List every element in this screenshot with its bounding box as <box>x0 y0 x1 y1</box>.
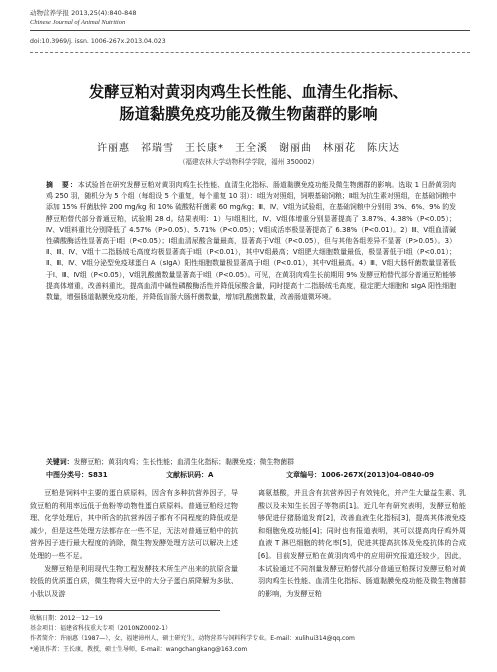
body-paragraph: 豆粕是饲料中主要的蛋白质原料，因含有多种抗营养因子，导致豆粕的利用率远低于鱼粉等动物性蛋白质原料。普通豆粕经过物理、化学处理后，其中所含的抗营养因子都有不同程度的降低或是减少，但是这些处理方法都存在一些不足，无法对普通豆粕中的抗营养因子进行最大程度的消除，微生物发酵处理方法可以解决上述处理的一些不足。 <box>30 488 238 560</box>
body-paragraph: 离氨基酸，并且含有抗营养因子有效钝化，并产生大量益生素、乳酸以及未知生长因子等物质[1]。近几年有研究表明，发酵豆粕能够促进仔猪肠道发育[2]，改善血液生化指标[3]，提高其体液免疫和细胞免疫功能[4]；同时也有报道表明，其可以提高肉仔鸡外周血液 T 淋巴细胞的转化率[5]，促进其提高抗体及免疫抗体的合成[6]。目前发酵豆粕在黄羽肉鸡中的应用研究报道还较少，因此，本试验通过不同剂量发酵豆粕替代部分普通豆粕探讨发酵豆粕对黄羽肉鸡生长性能、血清生化指标、肠道黏膜免疫功能及微生物菌群的影响，为发酵豆粕 <box>258 488 466 598</box>
affiliation: （福建农林大学动物科学学院，福州 350002） <box>178 158 319 166</box>
journal-name-cn: 动物营养学报 2013,25(4):840-848 <box>30 9 137 17</box>
corresponding-author: *通讯作者：王长康，教授，硕士生导师，E-mail：wangchangkang@163.com <box>30 645 248 653</box>
keywords-label: 关键词： <box>46 458 74 466</box>
abstract <box>46 180 456 303</box>
keywords <box>46 457 456 468</box>
journal-name-en: Chinese Journal of Animal Nutrition <box>30 19 126 26</box>
classification-line <box>46 470 456 480</box>
authors: 许丽惠 祁瑞雪 王长康* 王全溪 谢丽曲 林丽花 陈庆达 <box>97 143 400 154</box>
body-column-left <box>30 487 238 600</box>
doi-rule <box>30 52 470 53</box>
body-paragraph: 发酵豆粕是利用现代生物工程发酵技术所生产出来的抗原含量较低的优质蛋白质，微生物将大豆中的大分子蛋白质降解为多肽、小肽以及游 <box>30 563 238 598</box>
footnote-rule <box>30 610 220 611</box>
abstract-label: 摘 要： <box>46 181 78 189</box>
footnotes <box>30 614 470 655</box>
article-title-line1: 发酵豆粕对黄羽肉鸡生长性能、血清生化指标、 <box>89 83 408 101</box>
keywords-text: 发酵豆粕；黄羽肉鸡；生长性能；血清生化指标；黏膜免疫；微生物菌群 <box>73 458 295 466</box>
body-column-right <box>258 487 466 600</box>
document-code: 文献标识码：A <box>166 471 214 479</box>
article-title-line2: 肠道黏膜免疫功能及微生物菌群的影响 <box>119 105 378 123</box>
doi: doi:10.3969/j. issn. 1006-267x.2013.04.023 <box>30 38 166 45</box>
abstract-text: 本试验旨在研究发酵豆粕对黄羽肉鸡生长性能、血清生化指标、肠道黏膜免疫功能及微生物菌群的影响。选取 1 日龄黄羽肉鸡 250 羽，随机分为 5 个组（每组设 5 个重复，每个重复 10 羽）：Ⅰ组为对照组，饲喂基础饲粮；Ⅱ组为抗生素对照组，在基础饲粮中添加 15% 杆菌肽锌 200 mg/kg 和 10% 硫酸粘杆菌素 60 mg/kg；Ⅲ、Ⅳ、Ⅴ组为试验组，在基础饲粮中分别用 3%、6%、9% 的发酵豆粕替代部分普通豆粕，试验期 28 d。结果表明：1）与Ⅰ组相比，Ⅳ、Ⅴ组体增重分别显著提高了 3.87%、4.38%（P<0.05）；Ⅳ、Ⅴ组料重比分别降低了 4.57%（P>0.05）、5.71%（P<0.05）；Ⅴ组成活率极显著提高了 6.38%（P<0.01）。2）Ⅲ、Ⅴ组血清碱性磷酸酶活性显著高于Ⅰ组（P<0.05）；Ⅰ组血清尿酸含量最高，显著高于Ⅴ组（P<0.05），但与其他各组差异不显著（P>0.05）。3）Ⅱ、Ⅲ、Ⅳ、Ⅴ组十二指肠绒毛高度均极显著高于Ⅰ组（P<0.01），其中Ⅴ组最高；Ⅴ组肥大细胞数量最低，极显著低于Ⅰ组（P<0.01）；Ⅱ、Ⅲ、Ⅳ、Ⅴ组分泌型免疫球蛋白 A（sIgA）阳性细胞数量极显著高于Ⅰ组（P<0.01），其中Ⅴ组最高。4）Ⅲ、Ⅴ组大肠杆菌数量显著低于Ⅰ、Ⅲ、Ⅳ组（P<0.05），Ⅴ组乳酸菌数量显著高于Ⅰ组（P<0.05）。可见，在黄羽肉鸡生长前期用 9% 发酵豆粕替代部分普通豆粕能够提高体增重，改善料重比，提高血清中碱性磷酸酶活性并降低尿酸含量，同时提高十二指肠绒毛高度，稳定肥大细胞和 sIgA 阳性细胞数量，增强肠道黏膜免疫功能，并降低盲肠大肠杆菌数量，增加乳酸菌数量，改善肠道微环境。 <box>46 181 456 302</box>
clc-number: 中图分类号：S831 <box>46 471 108 479</box>
journal-header <box>30 9 137 27</box>
author-bio: 作者简介：许丽惠（1987—），女，福建漳州人，硕士研究生，动物营养与饲料科学专业。E-mail：xulihui314@qq.com <box>30 635 355 643</box>
article-number: 文章编号：1006-267X(2013)04-0840-09 <box>286 471 435 479</box>
header-rule <box>30 30 470 31</box>
fund-project: 基金项目：福建省科技重大专项（2010NZ0002-1） <box>30 625 172 633</box>
received-date: 收稿日期：2012－12－19 <box>30 615 103 622</box>
